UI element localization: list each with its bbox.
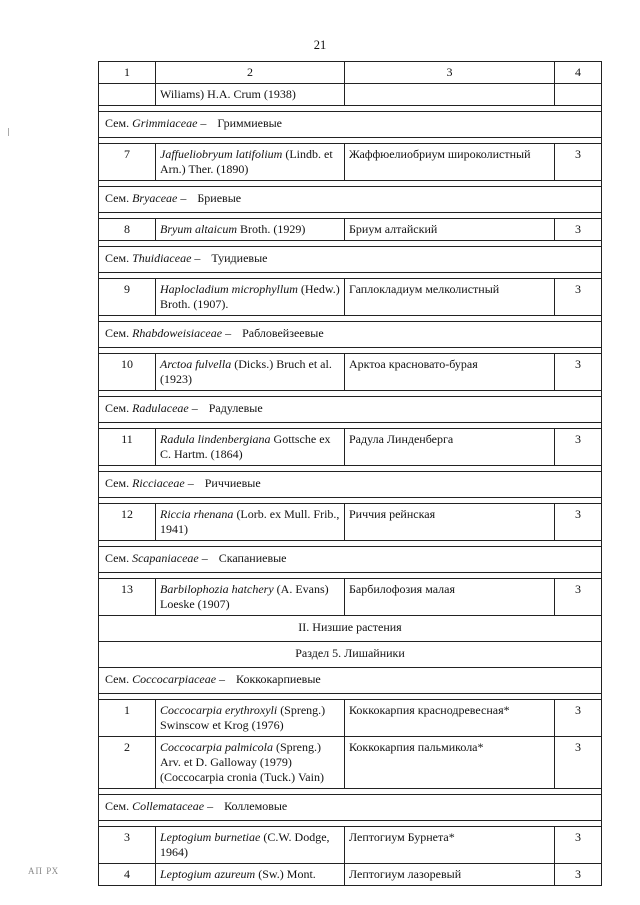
family-russian-name: Коккокарпиевые bbox=[236, 672, 321, 686]
species-latin-name: Haplocladium microphyllum bbox=[160, 282, 298, 296]
species-category: 3 bbox=[555, 279, 602, 316]
section-row bbox=[99, 616, 602, 642]
species-latin-name: Leptogium burnetiae bbox=[160, 830, 261, 844]
family-cell: Сем. Thuidiaceae – Туидиевые bbox=[99, 247, 602, 273]
species-category: 3 bbox=[555, 827, 602, 864]
family-latin-name: Bryaceae bbox=[132, 191, 178, 205]
species-author: (Lindb. et Arn.) Ther. (1890) bbox=[160, 147, 333, 176]
family-row bbox=[99, 187, 602, 213]
species-russian-name: Лептогиум Бурнета* bbox=[345, 827, 555, 864]
family-latin-name: Grimmiaceae bbox=[132, 116, 198, 130]
header-row bbox=[99, 62, 602, 84]
species-latin-name-cell bbox=[156, 737, 345, 789]
margin-mark bbox=[8, 128, 9, 136]
species-author: Wiliams) H.A. Crum (1938) bbox=[160, 87, 296, 101]
family-prefix: Сем. bbox=[105, 551, 130, 565]
species-russian-name: Арктоа красновато-бурая bbox=[345, 354, 555, 391]
species-latin-name: Bryum altaicum bbox=[160, 222, 237, 236]
species-latin-name-cell bbox=[156, 700, 345, 737]
family-row bbox=[99, 247, 602, 273]
species-row bbox=[99, 354, 602, 391]
species-category: 3 bbox=[555, 579, 602, 616]
species-russian-name: Коккокарпия пальмикола* bbox=[345, 737, 555, 789]
family-russian-name: Гриммиевые bbox=[217, 116, 282, 130]
family-russian-name: Риччиевые bbox=[204, 476, 261, 490]
family-latin-name: Rhabdoweisiaceae bbox=[132, 326, 223, 340]
species-author: (Sw.) Mont. bbox=[258, 867, 316, 881]
species-latin-name: Arctoa fulvella bbox=[160, 357, 232, 371]
family-cell: Сем. Grimmiaceae – Гриммиевые bbox=[99, 112, 602, 138]
species-number bbox=[99, 84, 156, 106]
family-cell: Сем. Rhabdoweisiaceae – Рабловейзеевые bbox=[99, 322, 602, 348]
species-table bbox=[98, 61, 602, 886]
family-cell: Сем. Coccocarpiaceae – Коккокарпиевые bbox=[99, 668, 602, 694]
species-category: 3 bbox=[555, 700, 602, 737]
species-row bbox=[99, 429, 602, 466]
species-latin-name-cell bbox=[156, 144, 345, 181]
species-author: Gottsche ex C. Hartm. (1864) bbox=[160, 432, 331, 461]
species-number: 9 bbox=[99, 279, 156, 316]
family-latin-name: Collemataceae bbox=[132, 799, 205, 813]
header-cell-number: 1 bbox=[99, 62, 156, 84]
species-row bbox=[99, 279, 602, 316]
page-number: 21 bbox=[313, 38, 327, 52]
species-author: (Lorb. ex Mull. Frib., 1941) bbox=[160, 507, 340, 536]
family-prefix: Сем. bbox=[105, 191, 130, 205]
family-prefix: Сем. bbox=[105, 799, 130, 813]
species-row bbox=[99, 219, 602, 241]
family-latin-name: Radulaceae bbox=[132, 401, 189, 415]
family-row bbox=[99, 795, 602, 821]
species-number: 4 bbox=[99, 864, 156, 886]
species-category: 3 bbox=[555, 737, 602, 789]
family-prefix: Сем. bbox=[105, 251, 130, 265]
species-latin-name-cell bbox=[156, 504, 345, 541]
species-author: (Spreng.) Arv. et D. Galloway (1979) (Coccocarpia cronia (Tuck.) Vain) bbox=[160, 740, 324, 784]
species-latin-name-cell bbox=[156, 279, 345, 316]
section-title: II. Низшие растения bbox=[99, 616, 602, 642]
species-number: 11 bbox=[99, 429, 156, 466]
species-category: 3 bbox=[555, 144, 602, 181]
species-latin-name-cell bbox=[156, 429, 345, 466]
species-number: 7 bbox=[99, 144, 156, 181]
family-row bbox=[99, 322, 602, 348]
species-russian-name bbox=[345, 84, 555, 106]
family-latin-name: Thuidiaceae bbox=[132, 251, 192, 265]
species-author: (C.W. Dodge, 1964) bbox=[160, 830, 330, 859]
species-number: 8 bbox=[99, 219, 156, 241]
family-latin-name: Coccocarpiaceae bbox=[132, 672, 217, 686]
species-latin-name: Coccocarpia erythroxyli bbox=[160, 703, 278, 717]
species-author: (Hedw.) Broth. (1907). bbox=[160, 282, 340, 311]
species-row bbox=[99, 579, 602, 616]
species-russian-name: Коккокарпия краснодревесная* bbox=[345, 700, 555, 737]
species-category: 3 bbox=[555, 864, 602, 886]
species-category: 3 bbox=[555, 429, 602, 466]
species-latin-name-cell bbox=[156, 84, 345, 106]
species-latin-name: Radula lindenbergiana bbox=[160, 432, 271, 446]
species-row bbox=[99, 504, 602, 541]
species-author: (Spreng.) Swinscow et Krog (1976) bbox=[160, 703, 326, 732]
species-number: 10 bbox=[99, 354, 156, 391]
species-author: Broth. (1929) bbox=[240, 222, 306, 236]
family-cell: Сем. Ricciaceae – Риччиевые bbox=[99, 472, 602, 498]
family-russian-name: Туидиевые bbox=[211, 251, 268, 265]
species-number: 1 bbox=[99, 700, 156, 737]
family-russian-name: Бриевые bbox=[197, 191, 242, 205]
family-russian-name: Скапаниевые bbox=[218, 551, 287, 565]
family-latin-name: Ricciaceae bbox=[132, 476, 185, 490]
species-russian-name: Барбилофозия малая bbox=[345, 579, 555, 616]
family-russian-name: Рабловейзеевые bbox=[242, 326, 324, 340]
species-category: 3 bbox=[555, 504, 602, 541]
species-latin-name: Riccia rhenana bbox=[160, 507, 234, 521]
species-russian-name: Риччия рейнская bbox=[345, 504, 555, 541]
species-row bbox=[99, 864, 602, 886]
family-prefix: Сем. bbox=[105, 326, 130, 340]
species-author: (A. Evans) Loeske (1907) bbox=[160, 582, 329, 611]
footer-stamp: АП РХ bbox=[28, 866, 60, 876]
family-prefix: Сем. bbox=[105, 672, 130, 686]
species-number: 12 bbox=[99, 504, 156, 541]
species-latin-name-cell bbox=[156, 354, 345, 391]
family-row bbox=[99, 472, 602, 498]
family-latin-name: Scapaniaceae bbox=[132, 551, 199, 565]
species-latin-name: Barbilophozia hatchery bbox=[160, 582, 274, 596]
family-prefix: Сем. bbox=[105, 476, 130, 490]
species-latin-name-cell bbox=[156, 827, 345, 864]
species-latin-name-cell bbox=[156, 219, 345, 241]
species-russian-name: Гаплокладиум мелколистный bbox=[345, 279, 555, 316]
family-prefix: Сем. bbox=[105, 401, 130, 415]
species-russian-name: Лептогиум лазоревый bbox=[345, 864, 555, 886]
family-row bbox=[99, 668, 602, 694]
species-russian-name: Радула Линденберга bbox=[345, 429, 555, 466]
species-category: 3 bbox=[555, 219, 602, 241]
species-russian-name: Жаффюелиобриум широколистный bbox=[345, 144, 555, 181]
species-row bbox=[99, 700, 602, 737]
species-category: 3 bbox=[555, 354, 602, 391]
species-latin-name: Leptogium azureum bbox=[160, 867, 256, 881]
family-cell: Сем. Bryaceae – Бриевые bbox=[99, 187, 602, 213]
species-latin-name: Coccocarpia palmicola bbox=[160, 740, 273, 754]
species-number: 2 bbox=[99, 737, 156, 789]
species-author: (Dicks.) Bruch et al. (1923) bbox=[160, 357, 332, 386]
species-category bbox=[555, 84, 602, 106]
family-cell: Сем. Scapaniaceae – Скапаниевые bbox=[99, 547, 602, 573]
family-cell: Сем. Radulaceae – Радулевые bbox=[99, 397, 602, 423]
species-russian-name: Бриум алтайский bbox=[345, 219, 555, 241]
species-row bbox=[99, 827, 602, 864]
species-row bbox=[99, 144, 602, 181]
section-row bbox=[99, 642, 602, 668]
section-title: Раздел 5. Лишайники bbox=[99, 642, 602, 668]
species-number: 3 bbox=[99, 827, 156, 864]
family-russian-name: Радулевые bbox=[208, 401, 263, 415]
family-row bbox=[99, 112, 602, 138]
species-latin-name-cell bbox=[156, 864, 345, 886]
family-cell: Сем. Collemataceae – Коллемовые bbox=[99, 795, 602, 821]
species-row bbox=[99, 84, 602, 106]
header-cell-category: 4 bbox=[555, 62, 602, 84]
species-latin-name: Jaffueliobryum latifolium bbox=[160, 147, 283, 161]
species-latin-name-cell bbox=[156, 579, 345, 616]
family-row bbox=[99, 547, 602, 573]
family-row bbox=[99, 397, 602, 423]
family-russian-name: Коллемовые bbox=[224, 799, 288, 813]
species-number: 13 bbox=[99, 579, 156, 616]
header-cell-russian-name: 3 bbox=[345, 62, 555, 84]
family-prefix: Сем. bbox=[105, 116, 130, 130]
header-cell-latin-name: 2 bbox=[156, 62, 345, 84]
species-row bbox=[99, 737, 602, 789]
